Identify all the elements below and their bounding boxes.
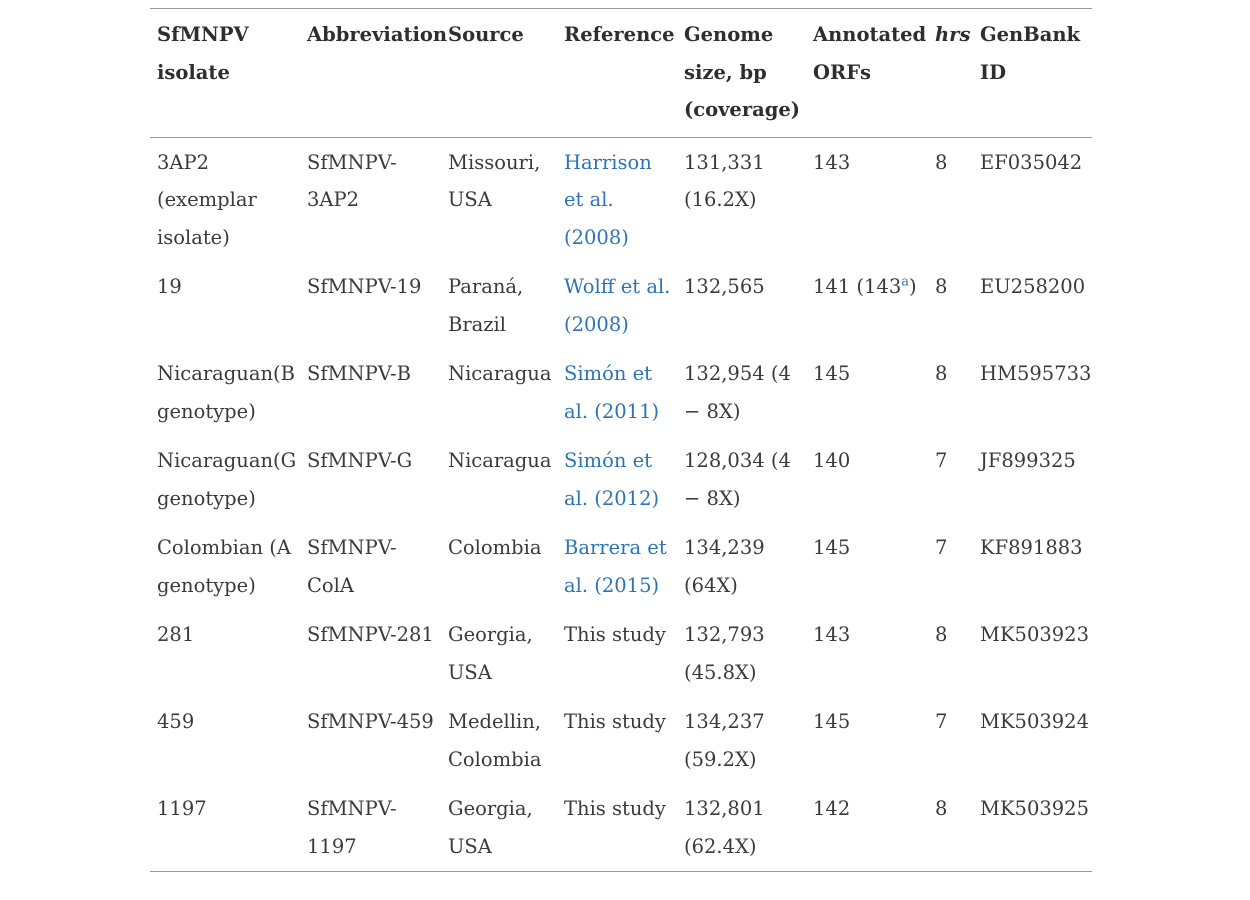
orfs-value: 143 xyxy=(813,623,851,646)
cell-annotated-orfs xyxy=(806,610,928,697)
cell-source: Nicaragua xyxy=(448,362,552,385)
cell-reference-link[interactable]: Wolff et al. (2008) xyxy=(564,275,671,336)
cell-annotated-orfs xyxy=(806,349,928,436)
cell-isolate: Nicaraguan(G genotype) xyxy=(157,449,297,510)
cell-annotated-orfs xyxy=(806,137,928,262)
cell-isolate: 459 xyxy=(157,710,195,733)
cell-hrs: 8 xyxy=(935,150,948,174)
orfs-value: 145 xyxy=(813,362,851,385)
cell-genbank-id: KF891883 xyxy=(980,536,1083,559)
cell-reference xyxy=(557,137,677,262)
cell-genbank-id: JF899325 xyxy=(980,449,1076,472)
orfs-value: 145 xyxy=(813,710,851,733)
table-row xyxy=(150,784,1092,872)
cell-source: Georgia, USA xyxy=(448,623,533,684)
cell-hrs: 7 xyxy=(935,710,948,733)
cell-genbank-id: MK503925 xyxy=(980,797,1089,820)
cell-reference-link[interactable]: Simón et al. (2012) xyxy=(564,449,660,510)
cell-reference-link[interactable]: Harrison et al. (2008) xyxy=(564,150,652,249)
cell-abbreviation: SfMNPV-ColA xyxy=(307,536,397,597)
cell-annotated-orfs xyxy=(806,262,928,349)
header-genbank-id: GenBank ID xyxy=(980,23,1081,84)
cell-genome-size: 132,801 (62.4X) xyxy=(684,797,765,858)
cell-reference: This study xyxy=(564,797,666,820)
table-row xyxy=(150,349,1092,436)
cell-genome-size: 128,034 (4 − 8X) xyxy=(684,449,791,510)
cell-source: Medellin, Colombia xyxy=(448,710,542,771)
cell-isolate: Nicaraguan(B genotype) xyxy=(157,362,295,423)
isolate-table-container xyxy=(150,8,1092,872)
cell-genome-size: 132,954 (4 − 8X) xyxy=(684,362,791,423)
cell-hrs: 7 xyxy=(935,536,948,559)
header-reference: Reference xyxy=(564,23,675,46)
cell-reference: This study xyxy=(564,710,666,733)
header-annotated-orfs: Annotated ORFs xyxy=(813,23,927,84)
cell-abbreviation: SfMNPV-G xyxy=(307,449,413,472)
cell-isolate: Colombian (A genotype) xyxy=(157,536,291,597)
cell-genome-size: 134,239 (64X) xyxy=(684,536,765,597)
cell-annotated-orfs xyxy=(806,784,928,872)
cell-reference-link[interactable]: Barrera et al. (2015) xyxy=(564,536,667,597)
cell-genbank-id: EU258200 xyxy=(980,275,1086,298)
cell-annotated-orfs xyxy=(806,436,928,523)
table-body xyxy=(150,137,1092,872)
orfs-value: 142 xyxy=(813,797,851,820)
orfs-value: 145 xyxy=(813,536,851,559)
cell-hrs: 8 xyxy=(935,623,948,646)
cell-source: Missouri, USA xyxy=(448,150,541,211)
cell-hrs: 8 xyxy=(935,362,948,385)
header-hrs: hrs xyxy=(935,23,971,46)
cell-hrs: 8 xyxy=(935,797,948,820)
cell-genbank-id: MK503924 xyxy=(980,710,1089,733)
cell-reference-link[interactable]: Simón et al. (2011) xyxy=(564,362,660,423)
cell-source: Nicaragua xyxy=(448,449,552,472)
cell-reference xyxy=(557,523,677,610)
cell-reference: This study xyxy=(564,623,666,646)
cell-hrs: 8 xyxy=(935,275,948,298)
cell-source: Georgia, USA xyxy=(448,797,533,858)
cell-annotated-orfs xyxy=(806,697,928,784)
sfmnpv-isolates-table xyxy=(150,8,1092,872)
cell-genbank-id: HM595733 xyxy=(980,362,1092,385)
cell-genome-size: 132,793 (45.8X) xyxy=(684,623,765,684)
cell-abbreviation: SfMNPV-281 xyxy=(307,623,434,646)
cell-genome-size: 134,237 (59.2X) xyxy=(684,710,765,771)
cell-isolate: 19 xyxy=(157,275,182,298)
orfs-close-paren: ) xyxy=(909,275,917,298)
header-genome-size: Genome size, bp (coverage) xyxy=(684,23,801,121)
cell-reference xyxy=(557,436,677,523)
cell-source: Colombia xyxy=(448,536,542,559)
cell-isolate: 3AP2 (exemplar isolate) xyxy=(157,150,257,249)
footnote-marker[interactable]: a xyxy=(901,274,910,290)
header-abbreviation: Abbreviation xyxy=(307,23,448,46)
cell-abbreviation: SfMNPV-459 xyxy=(307,710,434,733)
table-row xyxy=(150,137,1092,262)
orfs-value: 141 (143 xyxy=(813,275,902,298)
cell-annotated-orfs xyxy=(806,523,928,610)
header-row xyxy=(150,9,1092,138)
table-row xyxy=(150,697,1092,784)
cell-hrs: 7 xyxy=(935,449,948,472)
cell-reference xyxy=(557,349,677,436)
cell-abbreviation: SfMNPV-3AP2 xyxy=(307,150,397,211)
table-header xyxy=(150,9,1092,138)
cell-abbreviation: SfMNPV-B xyxy=(307,362,411,385)
orfs-value: 140 xyxy=(813,449,851,472)
cell-genbank-id: MK503923 xyxy=(980,623,1089,646)
table-row xyxy=(150,610,1092,697)
table-row xyxy=(150,436,1092,523)
cell-abbreviation: SfMNPV-19 xyxy=(307,275,422,298)
table-row xyxy=(150,262,1092,349)
header-source: Source xyxy=(448,23,524,46)
cell-genome-size: 132,565 xyxy=(684,275,765,298)
cell-isolate: 1197 xyxy=(157,797,207,820)
cell-isolate: 281 xyxy=(157,623,195,646)
cell-reference xyxy=(557,262,677,349)
table-row xyxy=(150,523,1092,610)
header-isolate: SfMNPV isolate xyxy=(157,23,249,84)
cell-source: Paraná, Brazil xyxy=(448,275,524,336)
orfs-value: 143 xyxy=(813,150,851,174)
cell-genbank-id: EF035042 xyxy=(980,150,1083,174)
cell-genome-size: 131,331 (16.2X) xyxy=(684,150,765,211)
cell-abbreviation: SfMNPV-1197 xyxy=(307,797,397,858)
